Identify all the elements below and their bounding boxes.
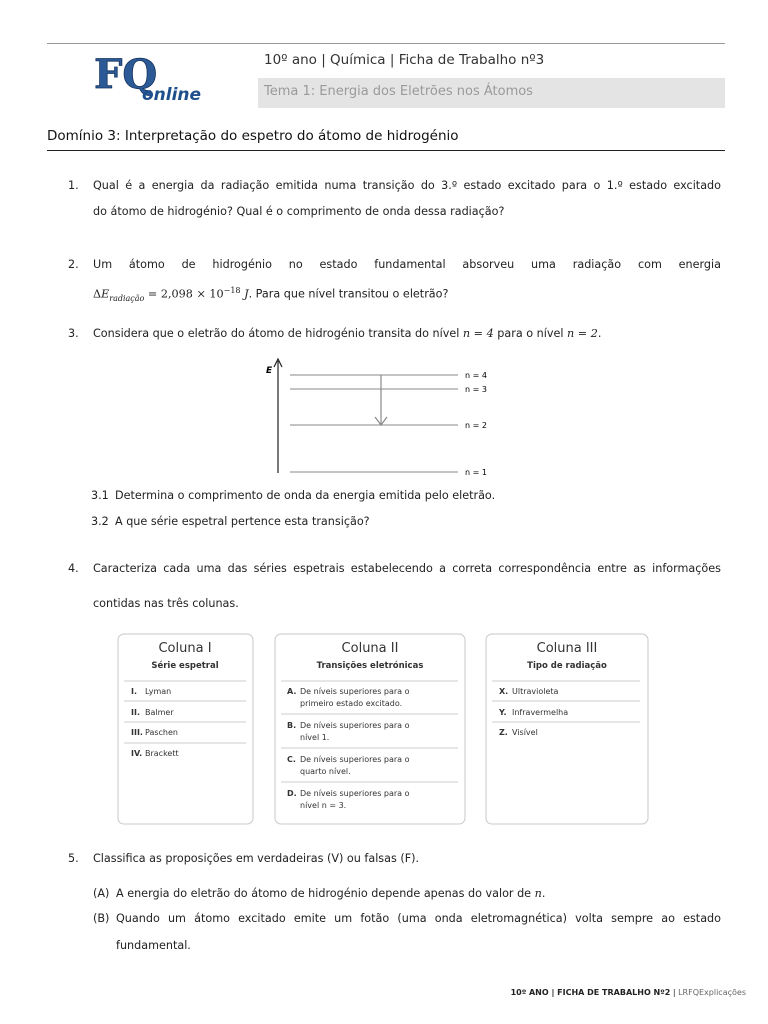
- domain-rule: [47, 150, 725, 151]
- q3-sub2-number: 3.2: [91, 515, 109, 528]
- level-label-n1: n = 1: [465, 468, 487, 477]
- q3-text-b: para o nível: [493, 327, 567, 340]
- q5-a-math: n: [534, 887, 542, 900]
- q3-text-c: .: [597, 327, 602, 340]
- q5-text: Classifica as proposições em verdadeiras (V) ou falsas (F).: [93, 852, 420, 865]
- col2-key-d: D.: [287, 789, 297, 798]
- col3-key-z: Z.: [499, 728, 508, 737]
- col1-key-1: I.: [131, 687, 138, 696]
- col2-key-b: B.: [287, 721, 297, 730]
- header-title: 10º ano | Química | Ficha de Trabalho nº3: [264, 52, 545, 68]
- q2-delta: Δ: [93, 287, 102, 301]
- q3-text: [93, 321, 601, 347]
- q3-text-a: Considera que o eletrão do átomo de hidrogénio transita do nível: [93, 327, 463, 340]
- header-subtitle: Tema 1: Energia dos Eletrões nos Átomos: [264, 84, 533, 99]
- q4-line2: contidas nas três colunas.: [93, 597, 239, 610]
- domain-title: Domínio 3: Interpretação do espetro do átomo de hidrogénio: [47, 128, 459, 144]
- col1-key-3: III.: [131, 728, 143, 737]
- q5-b-line2: fundamental.: [116, 939, 191, 952]
- col2-item-d-line1: De níveis superiores para o: [300, 789, 410, 798]
- footer-right: LRFQExplicações: [678, 988, 746, 997]
- level-label-n4: n = 4: [465, 371, 487, 380]
- column-3-subtitle: Tipo de radiação: [527, 661, 607, 671]
- q3-math-a: n = 4: [462, 327, 494, 340]
- header-top-rule: [47, 43, 725, 44]
- q5-a: [116, 881, 545, 907]
- q2-tail: . Para que nível transitou o eletrão?: [248, 287, 449, 301]
- q5-a-label: (A): [93, 887, 110, 900]
- col1-key-4: IV.: [131, 749, 143, 758]
- fqonline-logo: [92, 52, 222, 104]
- col3-key-y: Y.: [499, 708, 507, 717]
- level-label-n3: n = 3: [465, 385, 487, 394]
- q5-a-end: .: [541, 887, 546, 900]
- col2-item-b-line2: nível 1.: [300, 733, 330, 742]
- col1-item-1: Lyman: [145, 687, 172, 696]
- header-subtitle-bar: [258, 78, 725, 108]
- col2-item-a-line1: De níveis superiores para o: [300, 687, 410, 696]
- col2-key-a: A.: [287, 687, 297, 696]
- col2-item-b-line1: De níveis superiores para o: [300, 721, 410, 730]
- energy-level-diagram: [258, 355, 498, 480]
- svg-text:FQ: FQ: [94, 52, 158, 98]
- col2-item-c-line1: De níveis superiores para o: [300, 755, 410, 764]
- col3-item-x: Ultravioleta: [512, 687, 559, 696]
- q3-sub2: A que série espetral pertence esta transição?: [115, 515, 370, 528]
- col2-item-a-line2: primeiro estado excitado.: [300, 699, 403, 708]
- col1-item-4: Brackett: [145, 749, 179, 758]
- q2-unit: J: [240, 287, 249, 301]
- q2-value: = 2,098 × 10: [144, 287, 224, 301]
- column-1-title: Coluna I: [158, 641, 212, 656]
- q5-b-label: (B): [93, 912, 110, 925]
- col2-item-c-line2: quarto nível.: [300, 767, 351, 776]
- q2-energy-symbol: E: [101, 287, 110, 301]
- col1-item-2: Balmer: [145, 708, 174, 717]
- column-2-title: Coluna II: [341, 641, 399, 656]
- col3-item-z: Visível: [512, 728, 538, 737]
- col2-item-d-line2: nível n = 3.: [300, 801, 347, 810]
- footer-sep: |: [670, 988, 679, 997]
- q3-math-b: n = 2: [567, 327, 598, 340]
- col2-key-c: C.: [287, 755, 296, 764]
- column-2-subtitle: Transições eletrónicas: [316, 661, 424, 671]
- col3-item-y: Infravermelha: [512, 708, 569, 717]
- q4-line1: Caracteriza cada uma das séries espetrais estabelecendo a correta correspondência entre as informações: [93, 562, 721, 575]
- q2-line2: [93, 278, 448, 312]
- q1-line2: do átomo de hidrogénio? Qual é o comprimento de onda dessa radiação?: [93, 205, 505, 218]
- q2-line1: Um átomo de hidrogénio no estado fundamental absorveu uma radiação com energia: [93, 258, 721, 271]
- column-3-title: Coluna III: [536, 641, 598, 656]
- column-1-subtitle: Série espetral: [151, 661, 219, 671]
- level-label-n2: n = 2: [465, 421, 487, 430]
- q3-sub1: Determina o comprimento de onda da energia emitida pelo eletrão.: [115, 489, 496, 502]
- q1-number: 1.: [68, 179, 79, 192]
- q5-b-line1: Quando um átomo excitado emite um fotão (uma onda eletromagnética) volta sempre ao estado: [116, 912, 721, 925]
- svg-text:online: online: [142, 85, 202, 104]
- q1-line1: Qual é a energia da radiação emitida numa transição do 3.º estado excitado para o 1.º estado excitado: [93, 179, 721, 192]
- q5-a-text: A energia do eletrão do átomo de hidrogénio depende apenas do valor de: [116, 887, 535, 900]
- q2-sub: radiação: [109, 293, 145, 303]
- footer-left: 10º ANO | FICHA DE TRABALHO Nº2: [510, 988, 671, 997]
- q3-sub1-number: 3.1: [91, 489, 109, 502]
- q4-number: 4.: [68, 562, 79, 575]
- q3-number: 3.: [68, 327, 79, 340]
- col1-key-2: II.: [131, 708, 140, 717]
- columns-table: [116, 632, 650, 828]
- q5-number: 5.: [68, 852, 79, 865]
- q2-number: 2.: [68, 258, 79, 271]
- col1-item-3: Paschen: [145, 728, 178, 737]
- page-footer: [511, 988, 746, 997]
- col3-key-x: X.: [499, 687, 509, 696]
- q2-exponent: −18: [223, 286, 241, 295]
- energy-axis-label: E: [266, 366, 273, 376]
